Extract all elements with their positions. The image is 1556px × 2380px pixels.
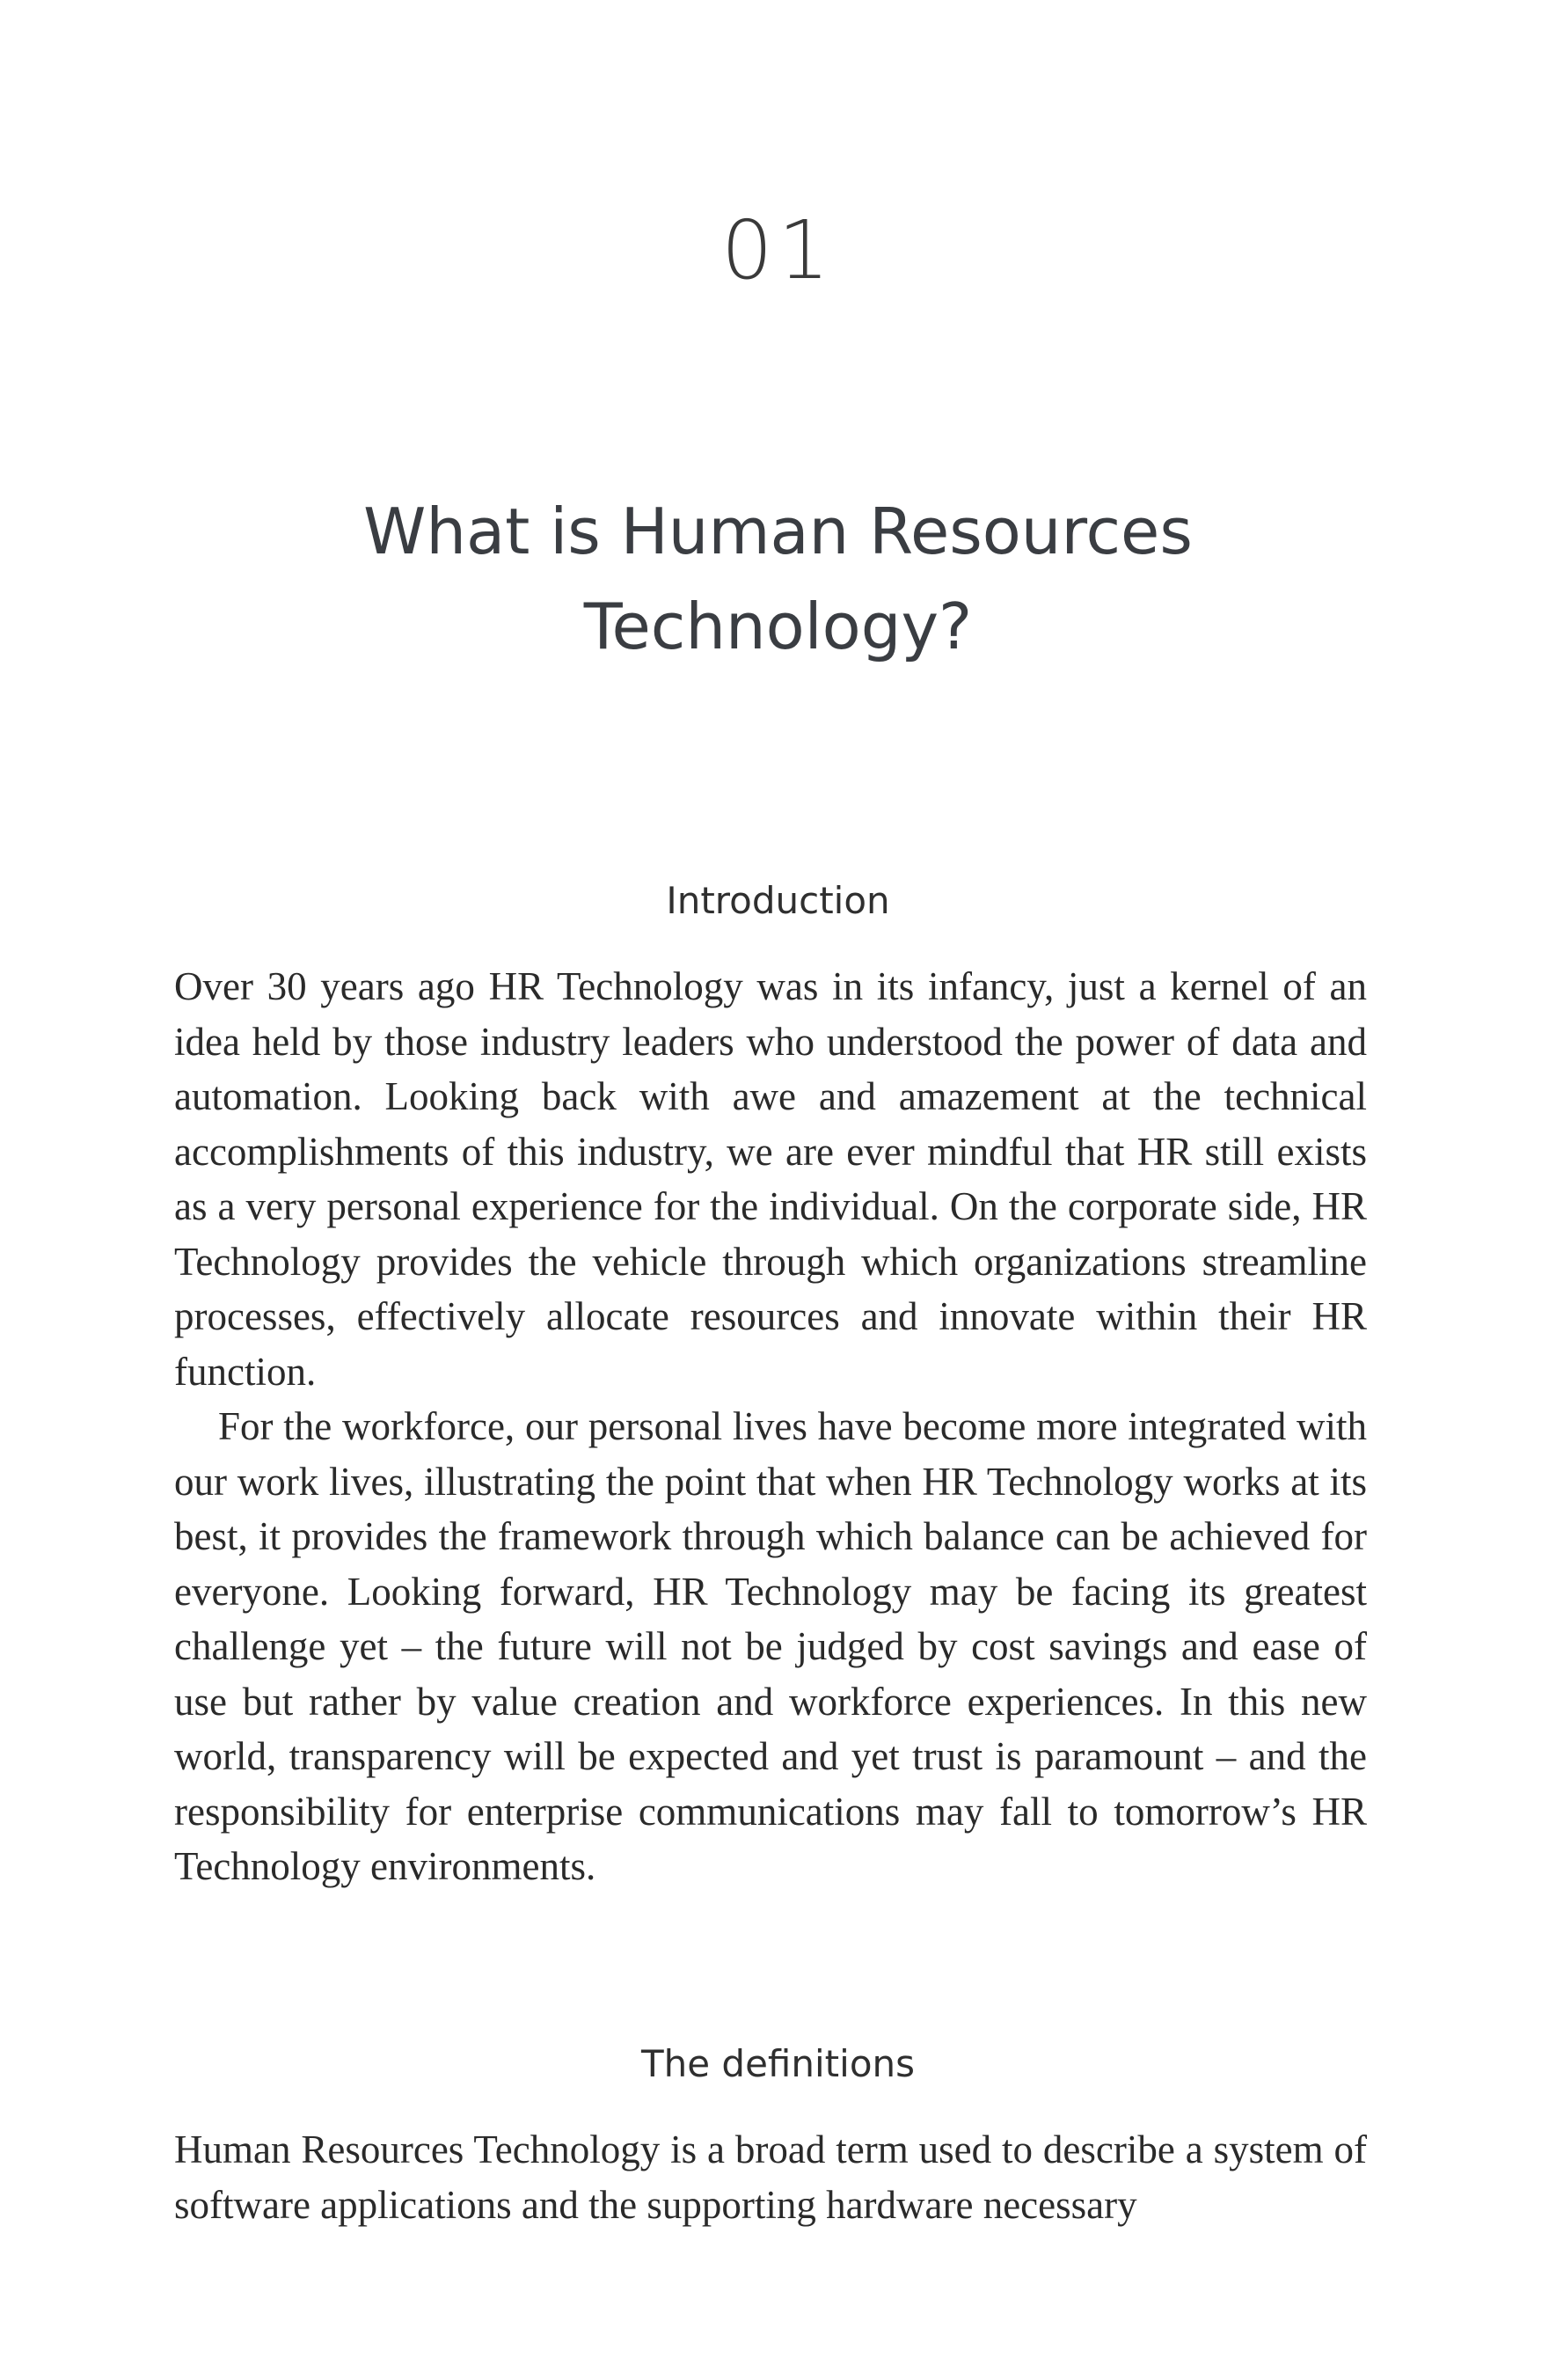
section-heading-definitions: The definitions [640, 2042, 916, 2085]
chapter-number: 01 [720, 203, 836, 297]
paragraph: For the workforce, our personal lives have become more integrated with our work lives, illustrating the point that when HR Technology works at its best, it provides the framework through which balance can be achieved for everyone. Looking forward, HR Technology may be facing its greatest challenge yet – the future will not be judged by cost savings and ease of use but rather by value creation and workforce experiences. In this new world, transparency will be expected and yet trust is paramount – and the responsibility for enterprise communications may fall to tomorrow’s HR Technology environments. [174, 1404, 1367, 1888]
definitions-body [174, 2122, 1367, 2232]
chapter-title: What is Human Resources Technology? [363, 494, 1193, 663]
paragraph: Over 30 years ago HR Technology was in its infancy, just a kernel of an idea held by those industry leaders who understood the power of data and automation. Looking back with awe and amazement at the technical accomplishments of this industry, we are ever mindful that HR still exists as a very personal experience for the individual. On the corporate side, HR Technology provides the vehicle through which organizations streamline processes, effectively allocate resources and innovate within their HR function. [174, 964, 1367, 1394]
introduction-body [174, 959, 1367, 1894]
section-heading-introduction: Introduction [666, 879, 890, 922]
paragraph: Human Resources Technology is a broad term used to describe a system of software applications and the supporting hardware necessary [174, 2127, 1367, 2227]
